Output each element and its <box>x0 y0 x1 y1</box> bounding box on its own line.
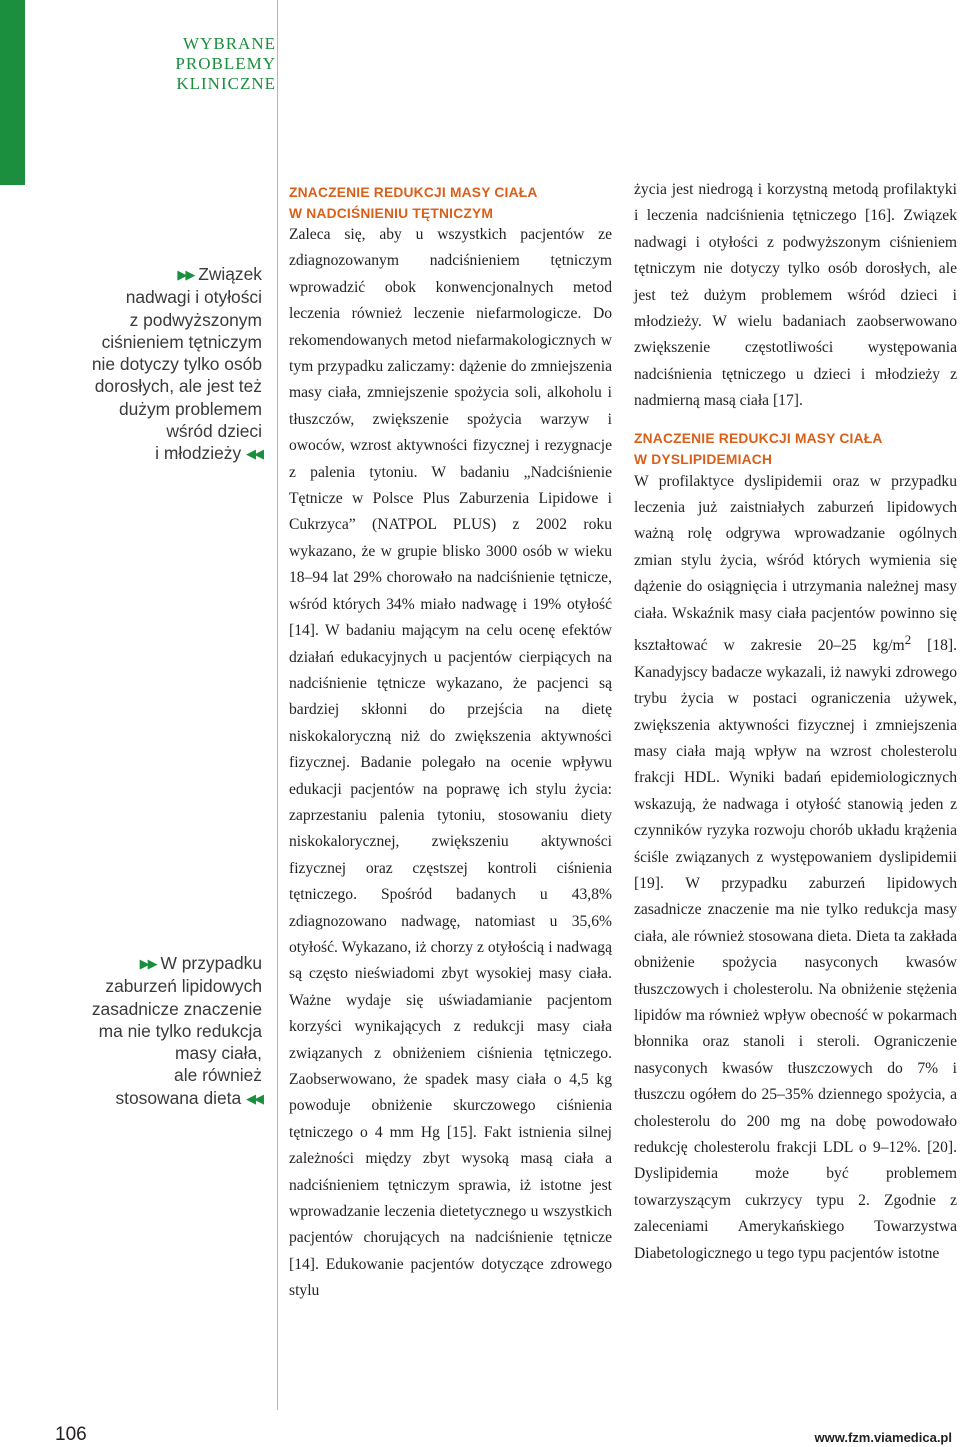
double-triangle-left-icon: ◀◀ <box>246 1090 262 1106</box>
pullquote-line: zaburzeń lipidowych <box>105 976 262 997</box>
pullquote-line: z podwyższonym <box>129 309 262 330</box>
section-heading: ZNACZENIE REDUKCJI MASY CIAŁA W DYSLIPIDEMIACH <box>634 430 883 467</box>
pullquote-line: ale również <box>174 1065 262 1086</box>
pullquote-overweight <box>17 263 262 466</box>
pullquote-line: stosowana dieta ◀◀ <box>115 1087 262 1108</box>
pullquote-line: nadwagi i otyłości <box>125 287 262 308</box>
double-triangle-left-icon: ◀◀ <box>246 446 262 462</box>
pullquote-line: masy ciała, <box>175 1043 262 1064</box>
website-url: www.fzm.viamedica.pl <box>814 1430 952 1445</box>
text-column-right <box>634 177 957 1267</box>
pullquote-line: ▶▶ Związek <box>177 264 262 284</box>
section-label-line: KLINICZNE <box>176 74 276 93</box>
pullquote-line: ma nie tylko redukcja <box>98 1020 262 1041</box>
double-triangle-right-icon: ▶▶ <box>139 956 156 971</box>
page-number: 106 <box>55 1424 87 1445</box>
pullquote-line: wśród dzieci <box>166 421 262 442</box>
section-label-line: PROBLEMY <box>175 54 276 73</box>
pullquote-line: dorosłych, ale jest też <box>94 376 262 397</box>
body-paragraph: Zaleca się, aby u wszystkich pacjentów ze zdiagnozowanym nadciśnieniem tętniczym wprowadzić obok konwencjonalnych metod leczenia również leczenie niefarmologicze. Do rekomendowanych metod niefarmakologicznych w tym przypadku zaliczamy: dążenie do zmniejszenia masy ciała, zmniejszenie spożycia soli, alkoholu i tłuszczów, zwiększenie spożycia warzyw i owoców, wzrost aktywności fizycznej i rezygnacje z palenia tytoniu. W badaniu „Nadciśnienie Tętnicze w Polsce Plus Zaburzenia Lipidowe i Cukrzyca” (NATPOL PLUS) z 2002 roku wykazano, że w grupie blisko 3000 osób w wieku 18–94 lat 29% chorowało na nadciśnienie tętnicze, wśród których 34% miało nadwagę i 19% otyłość [14]. W badaniu mającym na celu ocenę efektów działań edukacyjnych u pacjentów cierpiących na nadciśnienie tętnicze wykazano, że pacjenci są bardziej skłonni do przejścia na dietę niskokaloryczną niż do zwiększenia aktywności fizycznej. Badanie polegało na ocenie wpływu edukacji pacjentów na poprawę ich stylu życia: zaprzestaniu palenia tytoniu, stosowaniu diety niskokalorycznej, zwiększeniu aktywności fizycznej oraz częstszej kontroli ciśnienia tętniczego. Spośród badanych u 43,8% zdiagnozowano nadwagę, natomiast u 35,6% otyłość. Wykazano, iż chorzy z otyłością i nadwagą są często nieświadomi zbyt wysokiej masy ciała. Ważne wydaje się uświadamianie pacjentom korzyści wynikających z redukcji masy ciała związanych z obniżeniem ciśnienia tętniczego. Zaobserwowano, że spadek masy ciała o 4,5 kg powoduje obniżenie skurczowego ciśnienia tętniczego o 4 mm Hg [15]. Fakt istnienia silnej zależności między zbyt wysoką masą ciała a nadciśnieniem tętniczym sprawia, iż istotne jest wprowadzanie leczenia dietetycznego u wszystkich pacjentów chorujących na nadciśnienie tętnicze [14]. Edukowanie pacjentów dotyczące zdrowego stylu <box>289 226 612 1300</box>
pullquote-line: nie dotyczy tylko osób <box>91 354 262 375</box>
body-paragraph: życia jest niedrogą i korzystną metodą profilaktyki i leczenia nadciśnienia tętniczego [16]. Związek nadwagi i otyłości z podwyższonym ciśnieniem tętniczym nie dotyczy tylko osób dorosłych, ale jest też dużym problemem wśród dzieci i młodzieży. W wielu badaniach zaobserwowano zwiększenie częstotliwości występowania nadciśnienia tętniczego u dzieci i młodzieży z nadmierną masą ciała [17]. <box>634 181 957 410</box>
pullquote-line: i młodzieży ◀◀ <box>155 443 262 464</box>
section-label-line: WYBRANE <box>183 34 276 53</box>
double-triangle-right-icon: ▶▶ <box>177 267 194 282</box>
green-tab-bar <box>0 0 25 185</box>
text-column-left <box>289 177 612 1305</box>
column-divider <box>277 0 278 1410</box>
pullquote-line: dużym problemem <box>118 398 262 419</box>
body-paragraph: W profilaktyce dyslipidemii oraz w przypadku leczenia już zaistniałych zaburzeń lipidowych ważną rolę odgrywa wprowadzanie ogólnych zmian stylu życia, wśród których wymienia się dążenie do osiągnięcia i utrzymania należnej masy ciała. Wskaźnik masy ciała pacjentów powinno się kształtować w zakresie 20–25 $kg/m^2$ [18]. Kanadyjscy badacze wykazali, iż nawyki zdrowego trybu życia w postaci ograniczenia używek, zwiększenia aktywności fizycznej i zmniejszenia masy ciała mają wpływ na wzrost cholesterolu frakcji HDL. Wyniki badań epidemiologicznych wskazują, że nadwaga i otyłość stanowią jeden z czynników ryzyka rozwoju chorób układu krążenia ściśle związanych z występowaniem dyslipidemii [19]. W przypadku zaburzeń lipidowych zasadnicze znaczenie ma nie tylko redukcja masy ciała, ale również stosowana dieta. Dieta ta zakłada obniżenie spożycia nasyconych kwasów tłuszczowych i cholesterolu. Na obniżenie stężenia lipidów ma również wpływ obecność w pokarmach błonnika oraz stanoli i steroli. Ograniczenie nasyconych kwasów tłuszczowych do 7% i tłuszczu ogółem do 25–35% dziennego spożycia, a cholesterolu do 200 mg na dobę powodowało redukcję cholesterolu frakcji LDL o 9–12%. [20]. Dyslipidemia może być problemem towarzyszącym cukrzycy typu 2. Zgodnie z zaleceniami Amerykańskiego Towarzystwa Diabetologicznego u tego typu pacjentów istotne <box>634 472 958 1262</box>
pullquote-line: ciśnieniem tętniczym <box>101 331 262 352</box>
pullquote-lipids <box>17 952 262 1110</box>
pullquote-line: zasadnicze znaczenie <box>91 998 262 1019</box>
section-heading: ZNACZENIE REDUKCJI MASY CIAŁA W NADCIŚNIENIU TĘTNICZYM <box>289 185 538 221</box>
section-label <box>175 34 276 94</box>
pullquote-line: ▶▶ W przypadku <box>139 953 262 973</box>
